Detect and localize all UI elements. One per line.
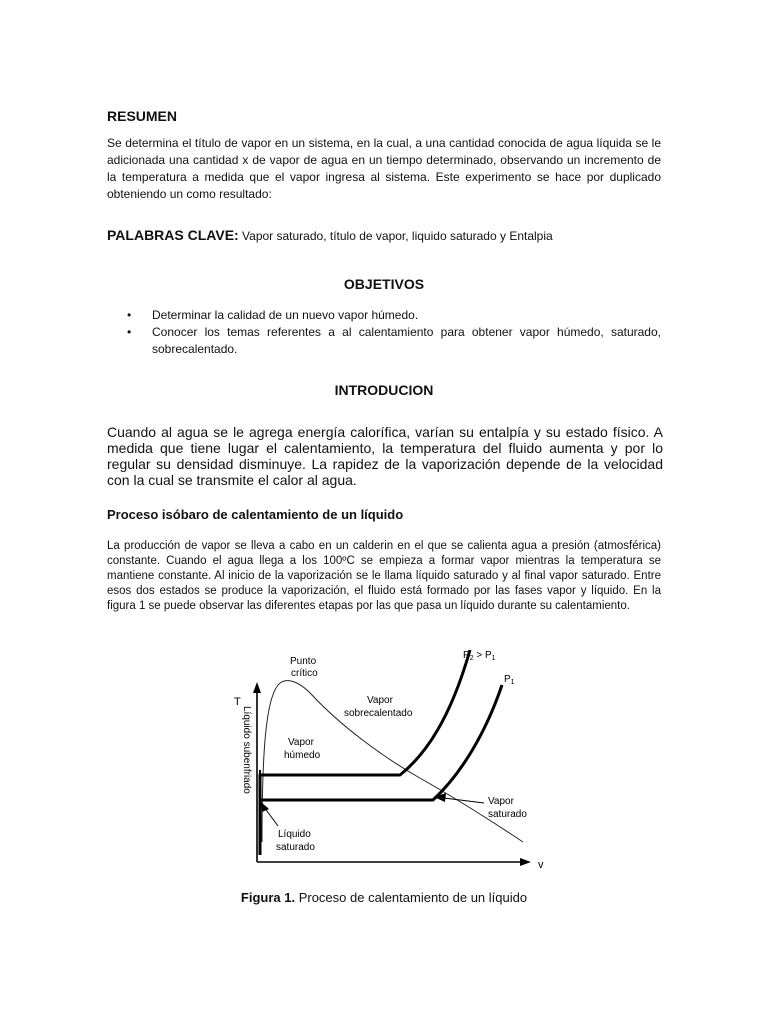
label-p1-group: $P_1$: [504, 674, 515, 686]
label-v-axis: v: [538, 859, 544, 870]
vapor-sat-pointer: [444, 798, 484, 803]
label-vapor-sat-2: saturado: [488, 809, 527, 820]
label-vapor-sobre-2: sobrecalentado: [344, 708, 413, 719]
introduccion-heading: INTRODUCION: [334, 382, 434, 398]
label-p2-group: $P_2 > P_1$: [463, 650, 496, 662]
figure-diagram: [220, 640, 550, 870]
label-t-axis: T: [234, 696, 241, 708]
liquido-sat-arrowhead: [261, 802, 269, 812]
proceso-heading: Proceso isóbaro de calentamiento de un líquido: [107, 507, 404, 522]
resumen-heading: RESUMEN: [107, 108, 178, 124]
keywords-label: PALABRAS CLAVE:: [107, 227, 239, 243]
introduccion-text: Cuando al agua se le agrega energía calorífica, varían su entalpía y su estado físico. A medida que tiene lugar el calentamiento, la temperatura del fluido aumenta y por lo regular su densidad disminuye. La rapidez de la vaporización depende de la velocidad con la cual se transmite el calor al agua.: [107, 424, 663, 488]
keywords-line: [107, 227, 667, 245]
objetivos-list: [107, 307, 661, 358]
figure-caption-text: Proceso de calentamiento de un líquido: [295, 890, 528, 905]
objetivo-item: • Determinar la calidad de un nuevo vapor húmedo.: [107, 307, 661, 324]
label-vapor-sobre-1: Vapor: [367, 695, 393, 706]
v-axis-arrow: [520, 858, 531, 866]
figure-caption: [0, 890, 768, 905]
resumen-text: Se determina el título de vapor en un sistema, en la cual, a una cantidad conocida de agua líquida se le adicionada una cantidad x de vapor de agua en un tiempo determinado, observando un incremento de la temperatura a medida que el vapor ingresa al sistema. Este experimento se hace por duplicado obteniendo un como resultado:: [107, 136, 661, 201]
objetivo-item: • Conocer los temas referentes a al calentamiento para obtener vapor húmedo, saturado, sobrecalentado.: [107, 324, 661, 358]
keywords-text: Vapor saturado, título de vapor, liquido saturado y Entalpia: [238, 229, 553, 243]
label-liquido-sat-1: Líquido: [278, 829, 311, 840]
label-vapor-hum-1: Vapor: [288, 737, 314, 748]
label-vapor-hum-2: húmedo: [284, 750, 321, 761]
label-critico: crítico: [291, 668, 318, 679]
label-liquido-subenfriado: Líquido subenfriado: [241, 706, 252, 794]
figure-caption-bold: Figura 1.: [240, 890, 296, 905]
t-axis-arrow: [253, 682, 261, 693]
objetivos-heading: OBJETIVOS: [343, 276, 425, 292]
proceso-text: La producción de vapor se lleva a cabo en un calderin en el que se calienta agua a presión (atmosférica) constante. Cuando el agua llega a los 100ºC se empieza a formar vapor mientras la temperatura se mantiene constante. Al inicio de la vaporización se le llama líquido saturado y al final vapor saturado. Entre esos dos estados se produce la vaporización, el fluido está formado por las fases vapor y líquido. En la figura 1 se puede observar las diferentes etapas por las que pasa un líquido durante su calentamiento.: [107, 540, 661, 612]
label-liquido-sat-2: saturado: [276, 842, 315, 853]
label-vapor-sat-1: Vapor: [488, 796, 514, 807]
label-punto: Punto: [290, 656, 317, 667]
